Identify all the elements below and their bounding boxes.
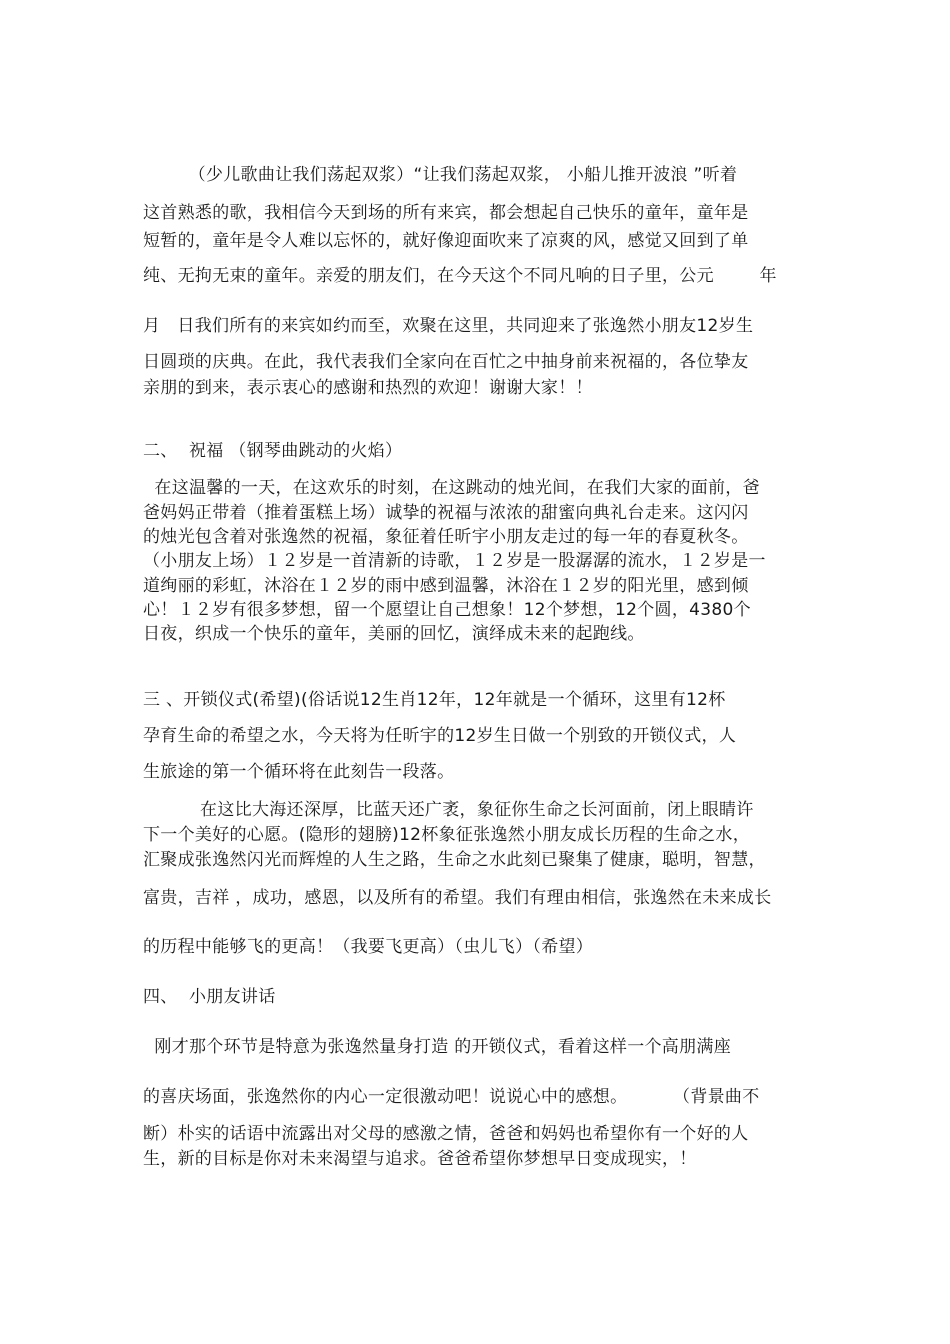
blessing-line-3: 的烛光包含着对张逸然的祝福，象征着任昕宇小朋友走过的每一年的春夏秋冬。 [143,527,749,547]
intro-line-7: 亲朋的到来，表示衷心的感谢和热烈的欢迎！谢谢大家！！ [143,378,593,398]
blessing-line-5: 道绚丽的彩虹，沐浴在１２岁的雨中感到温馨，沐浴在１２岁的阳光里，感到倾 [143,576,749,596]
intro-line-6: 日圆琐的庆典。在此，我代表我们全家向在百忙之中抽身前来祝福的，各位挚友 [143,352,749,372]
section-4-heading: 四、 小朋友讲话 [143,987,276,1007]
unlock-line-6: 汇聚成张逸然闪光而辉煌的人生之路，生命之水此刻已聚集了健康，聪明，智慧， [143,850,766,870]
blessing-line-1: 在这温馨的一天，在这欢乐的时刻，在这跳动的烛光间，在我们大家的面前，爸 [143,478,760,498]
section-2-heading: 二、 祝福 （钢琴曲跳动的火焰） [143,441,403,461]
unlock-line-8: 的历程中能够飞的更高！（我要飞更高）（虫儿飞）（希望） [143,937,594,957]
speech-line-2: 的喜庆场面，张逸然你的内心一定很激动吧！说说心中的感想。 （背景曲不 [143,1087,760,1107]
intro-line-1: （少儿歌曲让我们荡起双浆）“让我们荡起双浆， 小船儿推开波浪 ”听着 [143,165,738,185]
speech-line-4: 生，新的目标是你对未来渴望与追求。爸爸希望你梦想早日变成现实，！ [143,1149,697,1169]
speech-line-1: 刚才那个环节是特意为张逸然量身打造 的开锁仪式，看着这样一个高朋满座 [143,1037,732,1057]
intro-line-5: 月 日我们所有的来宾如约而至，欢聚在这里，共同迎来了张逸然小朋友12岁生 [143,316,754,336]
blessing-line-7: 日夜，织成一个快乐的童年，美丽的回忆，演绎成未来的起跑线。 [143,624,645,644]
unlock-line-3: 生旅途的第一个循环将在此刻告一段落。 [143,762,455,782]
unlock-line-4: 在这比大海还深厚，比蓝天还广袤，象征你生命之长河面前，闭上眼睛许 [143,800,754,820]
blessing-line-2: 爸妈妈正带着（推着蛋糕上场）诚挚的祝福与浓浓的甜蜜向典礼台走来。这闪闪 [143,503,749,523]
unlock-line-7: 富贵，吉祥 ，成功，感恩，以及所有的希望。我们有理由相信，张逸然在未来成长 [143,888,772,908]
intro-line-2: 这首熟悉的歌，我相信今天到场的所有来宾，都会想起自己快乐的童年，童年是 [143,203,749,223]
unlock-line-5: 下一个美好的心愿。(隐形的翅膀)12杯象征张逸然小朋友成长历程的生命之水， [143,825,750,845]
blessing-line-6: 心！１２岁有很多梦想，留一个愿望让自己想象！12个梦想，12个圆，4380个 [143,600,751,620]
section-3-heading: 三 、开锁仪式(希望)(俗话说12生肖12年，12年就是一个循环，这里有12杯 [143,690,726,710]
intro-line-3: 短暂的，童年是令人难以忘怀的，就好像迎面吹来了凉爽的风，感觉又回到了单 [143,231,749,251]
unlock-line-2: 孕育生命的希望之水，今天将为任昕宇的12岁生日做一个别致的开锁仪式，人 [143,726,737,746]
speech-line-3: 断）朴实的话语中流露出对父母的感激之情，爸爸和妈妈也希望你有一个好的人 [143,1124,749,1144]
blessing-line-4: （小朋友上场）１２岁是一首清新的诗歌，１２岁是一股潺潺的流水，１２岁是一 [143,551,766,571]
intro-line-4: 纯、无拘无束的童年。亲爱的朋友们，在今天这个不同凡响的日子里，公元 年 [143,266,777,286]
